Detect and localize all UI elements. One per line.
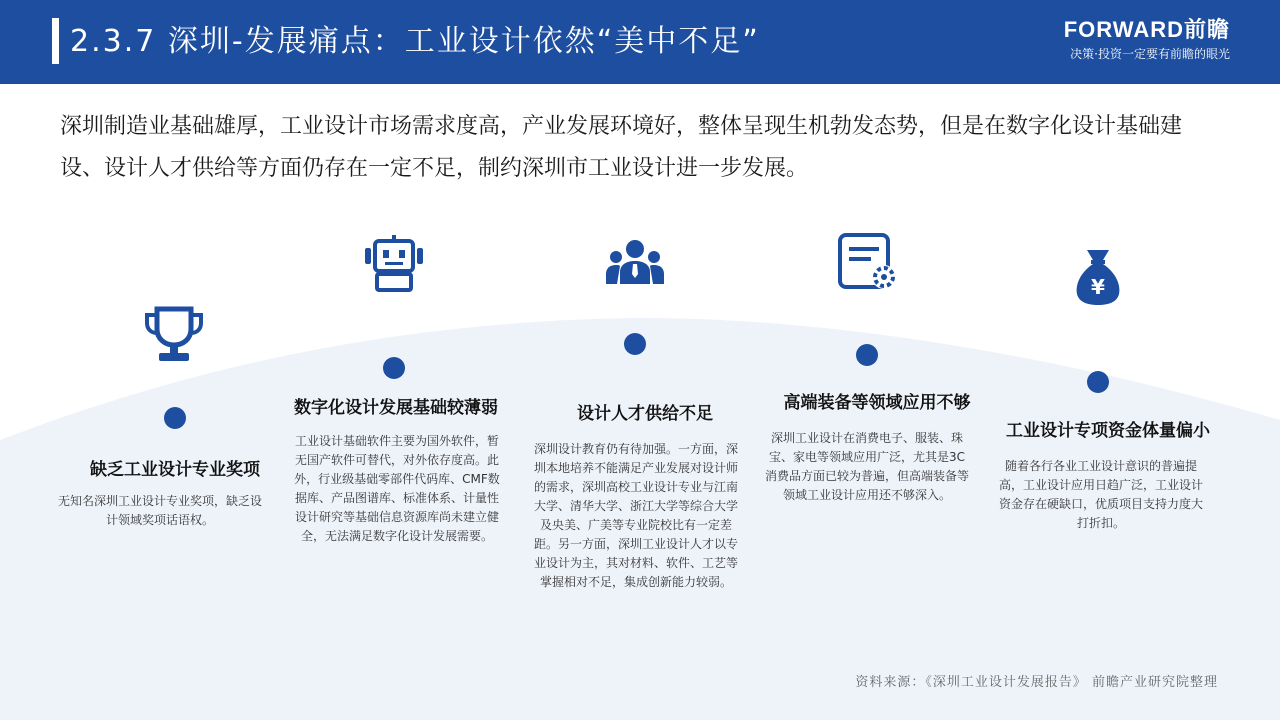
card-desc-1: 无知名深圳工业设计专业奖项，缺乏设计领域奖项话语权。 <box>57 494 262 527</box>
source-note: 资料来源：《深圳工业设计发展报告》 前瞻产业研究院整理 <box>855 675 1218 690</box>
card-title-1: 缺乏工业设计专业奖项 <box>90 460 260 480</box>
card-title-4: 高端装备等领域应用不够 <box>783 393 971 413</box>
logo-brand: FORWARD前瞻 <box>1063 17 1230 42</box>
page-title: 2.3.7 深圳-发展痛点：工业设计依然“美中不足” <box>70 24 760 59</box>
timeline-dot-2 <box>383 357 405 379</box>
card-title-5: 工业设计专项资金体量偏小 <box>1006 421 1210 441</box>
card-desc-4: 深圳工业设计在消费电子、服装、珠宝、家电等领域应用广泛，尤其是3C消费品方面已较为普遍，但高端装备等领域工业设计应用还不够深入。 <box>764 431 969 502</box>
trophy-icon <box>143 303 205 365</box>
card-title-2: 数字化设计发展基础较薄弱 <box>294 398 498 418</box>
money-bag-icon <box>1073 248 1123 306</box>
intro-paragraph: 深圳制造业基础雄厚，工业设计市场需求度高，产业发展环境好，整体呈现生机勃发态势，但是在数字化设计基础建设、设计人才供给等方面仍存在一定不足，制约深圳市工业设计进一步发展。 <box>60 114 1183 181</box>
timeline-dot-3 <box>624 333 646 355</box>
people-icon <box>604 240 666 284</box>
card-desc-2: 工业设计基础软件主要为国外软件，暂无国产软件可替代，对外依存度高。此外，行业级基础零部件代码库、CMF数据库、产品图谱库、标准体系、计量性设计研究等基础信息资源库尚未建立健全，无法满足数字化设计发展需要。 <box>294 434 500 543</box>
card-desc-5: 随着各行各业工业设计意识的普遍提高，工业设计应用日趋广泛，工业设计资金存在硬缺口，优质项目支持力度大打折扣。 <box>998 459 1203 530</box>
timeline-dot-1 <box>164 407 186 429</box>
card-title-3: 设计人才供给不足 <box>577 404 713 424</box>
timeline-dot-5 <box>1087 371 1109 393</box>
card-desc-3: 深圳设计教育仍有待加强。一方面，深圳本地培养不能满足产业发展对设计师的需求，深圳高校工业设计专业与江南大学、清华大学、浙江大学等综合大学及央美、广美等专业院校比有一定差距。另一方面，深圳工业设计人才以专业设计为主，其对材料、软件、工艺等掌握相对不足，集成创新能力较弱。 <box>533 442 738 589</box>
robot-icon <box>363 234 425 294</box>
document-gear-icon <box>836 233 898 293</box>
logo-tagline: 决策·投资一定要有前瞻的眼光 <box>1070 47 1230 61</box>
timeline-dot-4 <box>856 344 878 366</box>
svg-text:¥: ¥ <box>1091 275 1105 299</box>
